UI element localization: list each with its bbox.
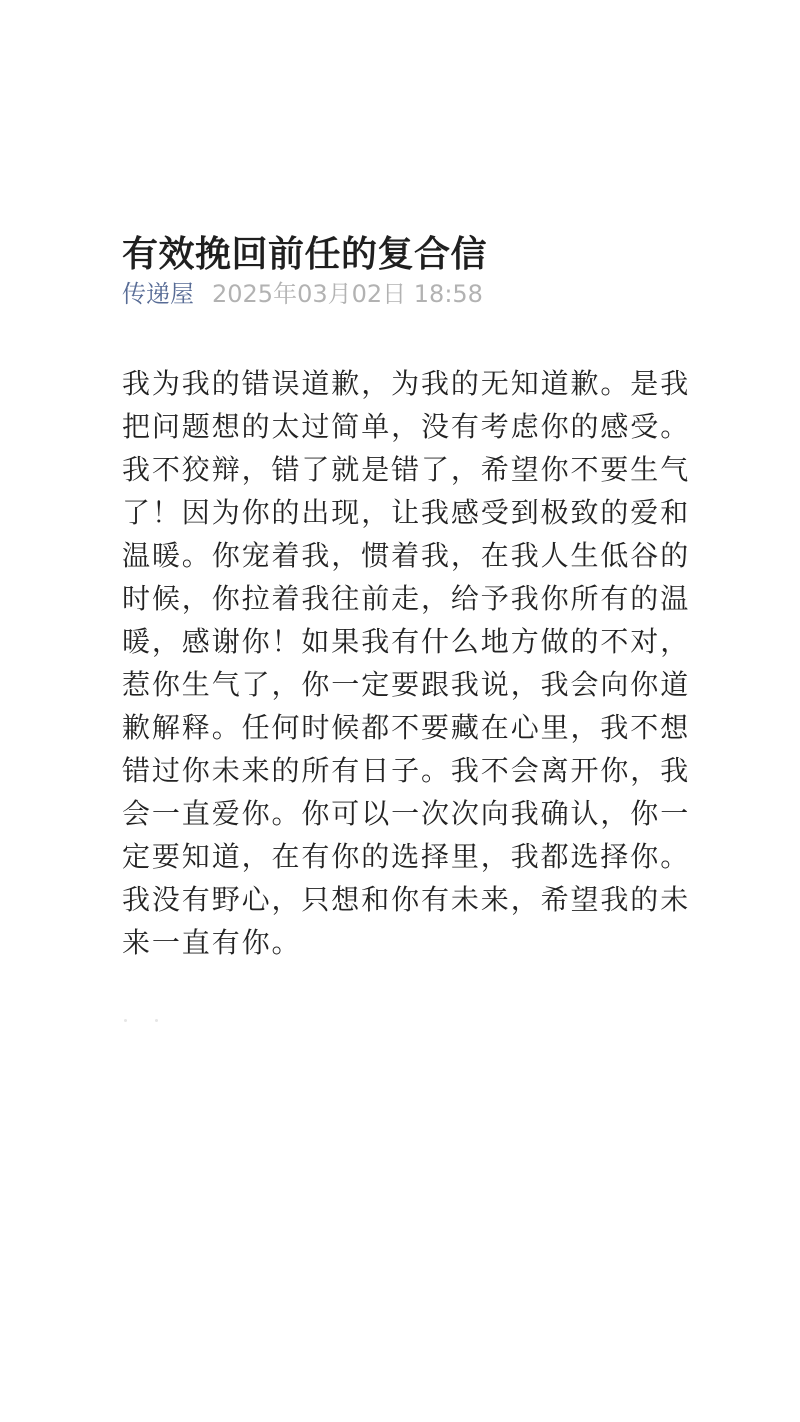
end-dot [155, 1019, 158, 1022]
body-line: 错过你未来的所有日子。我不会离开你，我 [122, 754, 691, 787]
body-line: 时候，你拉着我往前走，给予我你所有的温 [122, 582, 691, 615]
body-line: 会一直爱你。你可以一次次向我确认，你一 [122, 797, 691, 830]
body-line: 我为我的错误道歉，为我的无知道歉。是我 [122, 367, 691, 400]
body-line: 歉解释。任何时候都不要藏在心里，我不想 [122, 711, 691, 744]
body-line: 了！因为你的出现，让我感受到极致的爱和 [122, 496, 691, 529]
article-end-mark [124, 1019, 160, 1022]
body-line: 定要知道，在有你的选择里，我都选择你。 [122, 840, 691, 873]
end-dot [124, 1019, 127, 1022]
author-link[interactable]: 传递屋 [122, 280, 194, 308]
article-meta [122, 276, 483, 312]
body-line: 我没有野心，只想和你有未来，希望我的未 [122, 883, 691, 916]
body-line: 惹你生气了，你一定要跟我说，我会向你道 [122, 668, 691, 701]
body-line: 暖，感谢你！如果我有什么地方做的不对， [122, 625, 691, 658]
body-line: 把问题想的太过简单，没有考虑你的感受。 [122, 410, 691, 443]
body-line: 温暖。你宠着我，惯着我，在我人生低谷的 [122, 539, 691, 572]
article-title: 有效挽回前任的复合信 [122, 234, 488, 276]
article-body [122, 362, 691, 964]
body-line: 我不狡辩，错了就是错了，希望你不要生气 [122, 453, 691, 486]
publish-time: 2025年03月02日 18:58 [212, 280, 483, 308]
body-line: 来一直有你。 [122, 926, 302, 959]
